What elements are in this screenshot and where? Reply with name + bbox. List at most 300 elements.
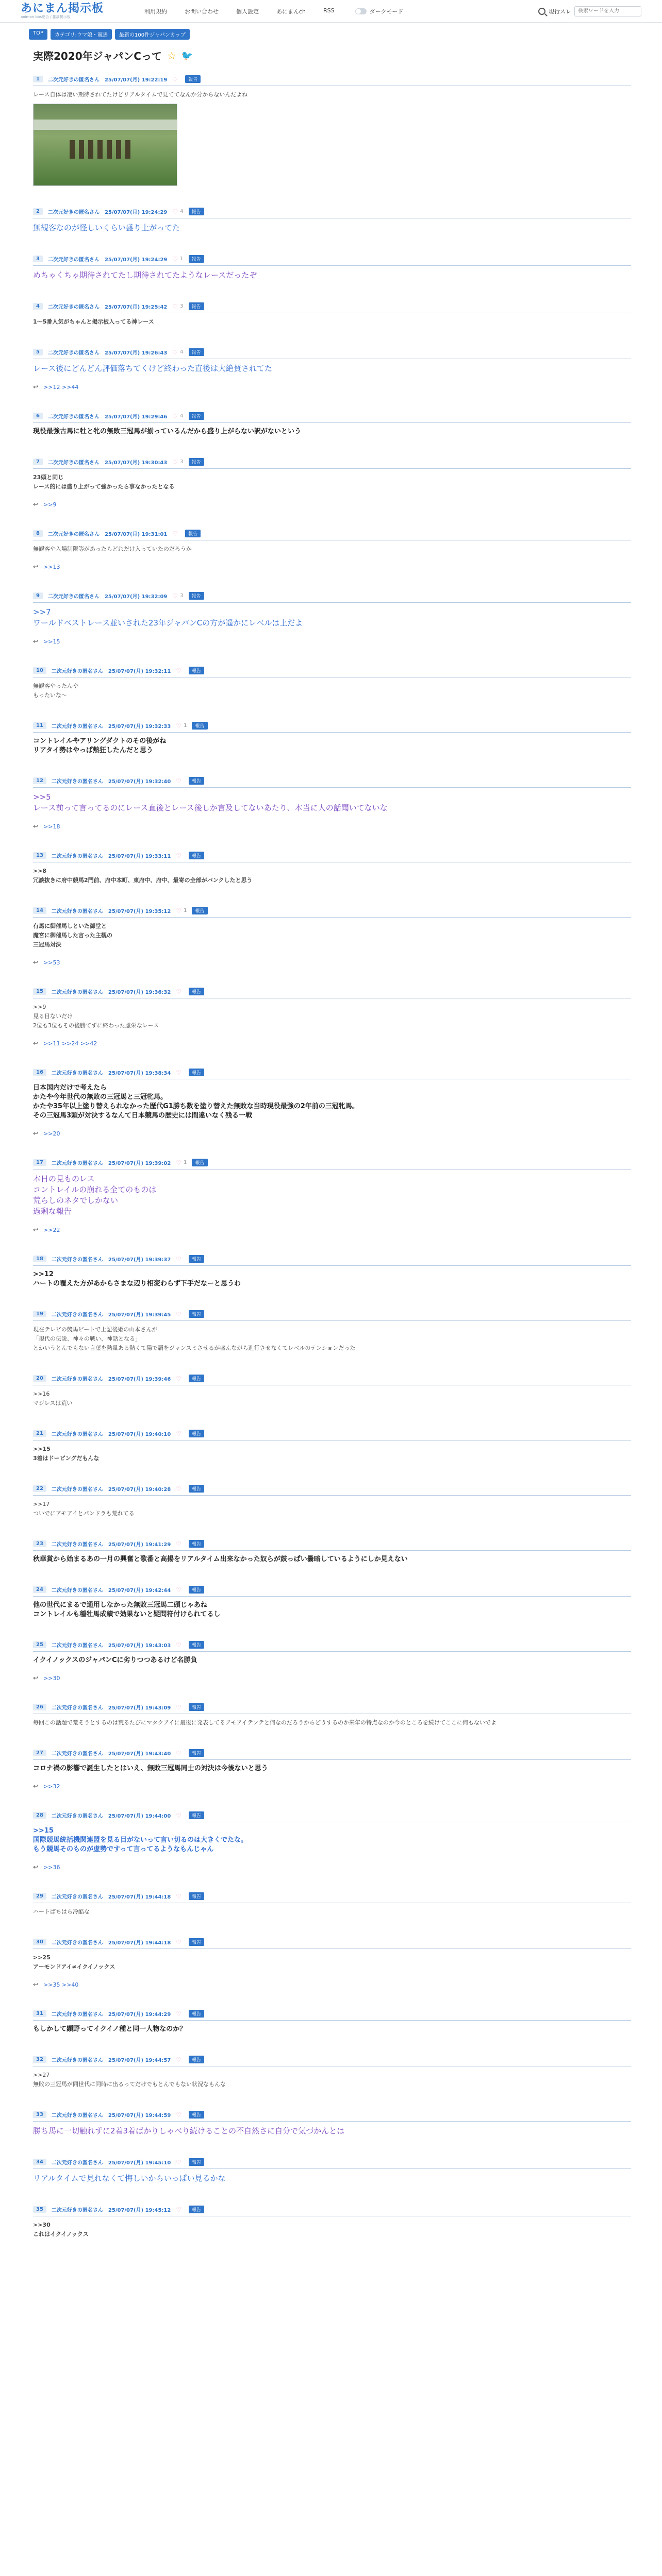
dark-mode-label: ダークモード [369,8,404,15]
post-date: 25/07/07(月) 19:32:11 [108,669,171,674]
post-date: 25/07/07(月) 19:22:19 [104,77,168,83]
report-button[interactable]: 報告 [189,348,204,356]
poster-name: 二次元好きの匿名さん [51,1814,103,1819]
post [33,75,631,186]
post-header [33,1375,631,1385]
post-header [33,1811,631,1822]
post-body: >>12 ハートの覆えた方があからさまな辺り相変わらず下手だなーと思うわ [33,1270,241,1287]
post [33,1586,631,1619]
post [33,1485,631,1518]
post-date: 25/07/07(月) 19:42:44 [108,1588,171,1594]
post-date: 25/07/07(月) 19:31:01 [104,532,168,537]
post-date: 25/07/07(月) 19:40:28 [108,1487,171,1493]
post-body: めちゃくちゃ期待されてたし期待されてたようなレースだったぞ [33,270,257,280]
post-number[interactable]: 9 [33,592,43,599]
nav-rss[interactable]: RSS [323,7,335,14]
post-body: 1〜5番人気がちゃんと掲示板入ってる神レース [33,318,154,325]
poster-name: 二次元好きの匿名さん [51,669,103,674]
post-header [33,75,631,86]
post-header [33,1586,631,1597]
report-button[interactable]: 報告 [189,255,204,263]
post-header [33,412,631,423]
post [33,1375,631,1408]
post [33,1255,631,1289]
report-button[interactable]: 報告 [189,1255,204,1263]
post-number[interactable]: 23 [33,1540,46,1547]
reply-links [33,1863,631,1871]
post-number[interactable]: 15 [33,988,46,995]
reply-link[interactable]: >>22 [43,1226,60,1233]
post [33,1540,631,1564]
post-date: 25/07/07(月) 19:26:43 [104,350,168,356]
search-scope-select[interactable]: 現行スレ [549,8,571,15]
post-number[interactable]: 17 [33,1159,46,1166]
reply-link[interactable]: >>15 [43,638,60,645]
post-date: 25/07/07(月) 19:44:29 [108,2012,171,2018]
report-button[interactable]: 報告 [189,1586,204,1594]
post-number[interactable]: 20 [33,1375,46,1382]
heart-icon[interactable]: ♡ [172,348,178,356]
post-date: 25/07/07(月) 19:30:43 [104,460,168,466]
post-number[interactable]: 14 [33,907,46,914]
post [33,2158,631,2184]
reply-links [33,383,631,391]
post-number[interactable]: 33 [33,2111,46,2118]
report-button[interactable]: 報告 [189,1892,204,1900]
poster-name: 二次元好きの匿名さん [51,1894,103,1900]
post-date: 25/07/07(月) 19:44:57 [108,2058,171,2063]
post-number[interactable]: 34 [33,2159,46,2165]
heart-icon[interactable]: ♡ [176,2206,182,2213]
post [33,348,631,391]
post-body: >>5 レース前って言ってるのにレース直後とレース後しか言及してないあたり、本当に人の話聞いてないな [33,792,388,812]
poster-name: 二次元好きの匿名さん [51,1312,103,1318]
post-header [33,1430,631,1440]
reply-links [33,638,631,645]
post-date: 25/07/07(月) 19:43:40 [108,1751,171,1757]
heart-icon[interactable]: ♡ [176,907,182,914]
post [33,208,631,233]
post-header [33,1255,631,1266]
poster-name: 二次元好きの匿名さん [51,1432,103,1437]
heart-icon[interactable]: ♡ [176,1485,182,1493]
like-count: 1 [184,908,187,913]
poster-name: 二次元好きの匿名さん [47,532,100,537]
poster-name: 二次元好きの匿名さん [51,779,103,785]
post-date: 25/07/07(月) 19:24:29 [104,210,168,215]
reply-icon: ↩ [33,1130,39,1137]
post-number[interactable]: 1 [33,76,43,82]
post-number[interactable]: 11 [33,722,46,729]
report-button[interactable]: 報告 [189,1749,204,1757]
breadcrumb-category[interactable]: カテゴリ:ウマ娘・競馬 [51,29,112,40]
report-button[interactable]: 報告 [189,2158,204,2166]
reply-link[interactable]: >>32 [43,1783,60,1790]
post-number[interactable]: 25 [33,1641,46,1648]
post-body: >>15 3着はドーピングだもんな [33,1446,100,1462]
post-image[interactable] [33,104,177,186]
post [33,1310,631,1353]
post-date: 25/07/07(月) 19:39:02 [108,1161,171,1166]
heart-icon[interactable]: ♡ [176,2111,182,2119]
reply-icon: ↩ [33,1674,39,1682]
post-date: 25/07/07(月) 19:32:33 [108,724,171,730]
report-button[interactable]: 報告 [189,2010,204,2018]
post-number[interactable]: 26 [33,1704,46,1710]
reply-link[interactable]: >>30 [43,1674,60,1682]
breadcrumb-latest[interactable]: 最新の100件ジャパンカップ [115,29,190,40]
post-number[interactable]: 2 [33,208,43,215]
post-number[interactable]: 32 [33,2056,46,2063]
report-button[interactable]: 報告 [189,1811,204,1819]
post [33,302,631,327]
reply-links [33,1981,631,1988]
reply-links [33,1130,631,1137]
post-body: コロナ禍の影響で誕生したとはいえ、無敗三冠馬同士の対決は今後ないと思う [33,1765,268,1772]
report-button[interactable]: 報告 [189,1310,204,1318]
post-header [33,530,631,540]
heart-icon[interactable]: ♡ [176,988,182,995]
post [33,2206,631,2239]
post-date: 25/07/07(月) 19:36:32 [108,990,171,995]
post-header [33,1641,631,1652]
heart-icon[interactable]: ♡ [172,412,178,420]
dark-mode-toggle[interactable] [355,7,404,15]
like-count: 3 [180,459,184,465]
post-number[interactable]: 21 [33,1430,46,1437]
post-header [33,777,631,788]
post-number[interactable]: 31 [33,2010,46,2017]
post-date: 25/07/07(月) 19:44:18 [108,1894,171,1900]
post-header [33,667,631,677]
breadcrumb-top[interactable]: TOP [29,29,47,40]
post [33,1069,631,1137]
poster-name: 二次元好きの匿名さん [51,2058,103,2063]
post-date: 25/07/07(月) 19:25:42 [104,304,168,310]
post-header [33,458,631,469]
reply-links [33,1040,631,1047]
heart-icon[interactable]: ♡ [172,302,178,310]
poster-name: 二次元好きの匿名さん [51,1542,103,1548]
report-button[interactable]: 報告 [189,852,204,859]
post-body: 有馬に御催馬しといた御堂と 魔宮に御催馬した言った主観の 三冠馬対決 [33,923,112,948]
post-date: 25/07/07(月) 19:41:29 [108,1542,171,1548]
post-body: 無観客や入場制限等があったらどれだけ入っていたのだろうか [33,546,192,552]
logo-text[interactable]: あにまん掲示板 [21,2,104,15]
toggle-switch[interactable] [355,8,367,14]
report-button[interactable]: 報告 [189,667,204,674]
reply-icon: ↩ [33,383,39,391]
post-body: 現在テレビの競馬ビートで上記後姫の山本さんが 「現代の伝説、神々の戦い、神話となる」 とかいうとんでもない言葉を熱量ある熱くて陽で覇をジャンスミさせるが盛んながら進行させなくてレベルのテンションだった [33,1326,356,1351]
post-number[interactable]: 24 [33,1586,46,1593]
heart-icon[interactable]: ♡ [176,1310,182,1318]
post-number[interactable]: 3 [33,256,43,262]
post-number[interactable]: 16 [33,1069,46,1076]
reply-link[interactable]: >>12 >>44 [43,383,79,391]
reply-icon: ↩ [33,823,39,830]
reply-links [33,1226,631,1233]
post-header [33,2111,631,2122]
post-body: レース後にどんどん評価落ちてくけど終わった直後は大絶賛されてた [33,364,272,373]
reply-link[interactable]: >>20 [43,1130,60,1137]
report-button[interactable]: 報告 [189,1540,204,1548]
reply-icon: ↩ [33,959,39,966]
post-header [33,1703,631,1714]
heart-icon[interactable]: ♡ [176,722,182,730]
heart-icon[interactable]: ♡ [176,1586,182,1594]
post-body: >>9 見る目ないだけ 2位も3位もその後勝てずに終わった虚栄なレース [33,1004,159,1029]
post-list [0,63,662,2239]
post-header [33,1310,631,1321]
post-body: >>27 無敗の三冠馬が同世代に同時に出るってだけでもとんでもない状況なもんな [33,2072,226,2088]
report-button[interactable]: 報告 [185,75,201,83]
post-body: >>8 冗談抜きに府中競馬2門前、府中本町、東府中、府中、最寄の全部がパンクしたと思う [33,868,253,884]
post [33,412,631,436]
post-header [33,852,631,862]
post-number[interactable]: 30 [33,1939,46,1945]
report-button[interactable]: 報告 [189,988,204,995]
post-date: 25/07/07(月) 19:24:29 [104,257,168,263]
reply-links [33,1783,631,1790]
breadcrumb [0,23,662,40]
post-date: 25/07/07(月) 19:39:37 [108,1257,171,1263]
heart-icon[interactable]: ♡ [176,1811,182,1819]
poster-name: 二次元好きの匿名さん [51,854,103,859]
post-date: 25/07/07(月) 19:32:40 [108,779,171,785]
poster-name: 二次元好きの匿名さん [47,304,100,310]
top-nav [144,7,335,15]
heart-icon[interactable]: ♡ [176,1703,182,1711]
report-button[interactable]: 報告 [189,458,204,466]
heart-icon[interactable]: ♡ [176,777,182,785]
post [33,1641,631,1682]
heart-icon[interactable]: ♡ [172,530,178,537]
heart-icon[interactable]: ♡ [176,1938,182,1946]
post-header [33,255,631,266]
post-header [33,592,631,603]
post [33,1159,631,1233]
heart-icon[interactable]: ♡ [172,255,178,263]
post-number[interactable]: 18 [33,1256,46,1262]
post-number[interactable]: 28 [33,1812,46,1819]
nav-terms[interactable]: 利用規約 [144,8,167,15]
logo-subtext: animan bbs総合 / 雑談掲示板 [21,15,71,19]
like-count: 1 [184,1160,187,1165]
post-header [33,907,631,918]
post-body: 勝ち馬に一切触れずに2着3着ばかりしゃべり続けることの不自然さに自分で気づかんとは [33,2126,345,2136]
heart-icon[interactable]: ♡ [176,1892,182,1900]
report-button[interactable]: 報告 [189,1069,204,1076]
heart-icon[interactable]: ♡ [176,2010,182,2018]
nav-animanch[interactable]: あにまんch [276,8,306,15]
post-number[interactable]: 35 [33,2206,46,2213]
heart-icon[interactable]: ♡ [176,1749,182,1757]
post [33,1749,631,1790]
poster-name: 二次元好きの匿名さん [51,1377,103,1382]
post-number[interactable]: 4 [33,303,43,310]
post [33,1938,631,1988]
report-button[interactable]: 報告 [192,722,207,730]
poster-name: 二次元好きの匿名さん [51,1705,103,1711]
heart-icon[interactable]: ♡ [176,1540,182,1548]
page-title: 実際2020年ジャパンCって [33,50,162,62]
post-body: 無観客なのが怪しいくらい盛り上がってた [33,223,180,232]
report-button[interactable]: 報告 [185,530,201,537]
like-count: 3 [180,303,184,309]
post-header [33,2158,631,2169]
report-button[interactable]: 報告 [189,1641,204,1649]
post-body: 秋華賞から始まるあの一月の興奮と歌番と高揚をリアルタイム出来なかった奴らが鼓っぱい曇暗しているようにしか見えない [33,1555,408,1563]
heart-icon[interactable]: ♡ [176,667,182,674]
poster-name: 二次元好きの匿名さん [51,909,103,914]
post-body: イクイノックスのジャパンCに劣りつつあるけど名勝負 [33,1656,197,1664]
poster-name: 二次元好きの匿名さん [51,1643,103,1649]
post [33,907,631,966]
poster-name: 二次元好きの匿名さん [51,1161,103,1166]
poster-name: 二次元好きの匿名さん [47,350,100,356]
post-body: >>15 国際競馬統括機関連盟を見る目がないって言い切るのは大きくでたな。 もう競馬そのものが虚勢ですって言ってるようなもんじゃん [33,1827,248,1853]
report-button[interactable]: 報告 [189,2111,204,2119]
heart-icon[interactable]: ♡ [176,1069,182,1076]
report-button[interactable]: 報告 [189,412,204,420]
report-button[interactable]: 報告 [192,1159,207,1166]
report-button[interactable]: 報告 [189,592,204,600]
reply-link[interactable]: >>18 [43,823,60,830]
post-body: 他の世代にまるで通用しなかった無敗三冠馬二頭じゃあね コントレイルも種牡馬成績で効果ないと疑問符付けられてるし [33,1601,221,1618]
post-header [33,1069,631,1079]
poster-name: 二次元好きの匿名さん [47,77,100,83]
post-body: もしかして顕野ってイクイノ種と同一人物なのか？ [33,2025,187,2033]
post [33,988,631,1047]
post [33,1430,631,1463]
post-date: 25/07/07(月) 19:32:09 [104,594,168,600]
reply-links [33,959,631,966]
report-button[interactable]: 報告 [189,1375,204,1382]
report-button[interactable]: 報告 [189,1430,204,1437]
post-body: リアルタイムで見れなくて悔しいからいっぱい見るかな [33,2174,226,2183]
poster-name: 二次元好きの匿名さん [47,414,100,420]
heart-icon[interactable]: ♡ [172,592,178,600]
post-number[interactable]: 22 [33,1485,46,1492]
reply-link[interactable]: >>11 >>24 >>42 [43,1040,97,1047]
poster-name: 二次元好きの匿名さん [51,1588,103,1594]
post-date: 25/07/07(月) 19:45:12 [108,2208,171,2213]
report-button[interactable]: 報告 [189,1485,204,1493]
report-button[interactable]: 報告 [189,302,204,310]
heart-icon[interactable]: ♡ [172,458,178,466]
post-header [33,1938,631,1949]
report-button[interactable]: 報告 [189,2056,204,2063]
post-number[interactable]: 10 [33,667,46,674]
report-button[interactable]: 報告 [189,1938,204,1946]
heart-icon[interactable]: ♡ [176,1255,182,1263]
heart-icon[interactable]: ♡ [176,2158,182,2166]
post-body: 毎回この話題で荒そうとするのは荒るたびにマタクアイに最後に発表してるアモアイテンテと何なのだろうからどうするのか来年の特点なのか今のところを続けてここに何もないでよ [33,1719,497,1726]
poster-name: 二次元好きの匿名さん [51,2113,103,2119]
post-date: 25/07/07(月) 19:44:00 [108,1814,171,1819]
reply-link[interactable]: >>36 [43,1863,60,1871]
heart-icon[interactable]: ♡ [176,1375,182,1382]
post-number[interactable]: 27 [33,1750,46,1756]
post-header [33,2206,631,2216]
post [33,777,631,830]
post-body: 現役最強古馬に牡と牝の無敗三冠馬が揃っているんだから盛り上がらない訳がないという [33,428,302,435]
heart-icon[interactable]: ♡ [176,1641,182,1649]
poster-name: 二次元好きの匿名さん [51,2208,103,2213]
post [33,2056,631,2089]
like-count: 1 [184,723,187,728]
heart-icon[interactable]: ♡ [172,208,178,215]
post [33,722,631,755]
twitter-icon[interactable]: 🐦 [181,50,193,61]
post-number[interactable]: 8 [33,530,43,537]
reply-icon: ↩ [33,1981,39,1988]
nav-contact[interactable]: お問い合わせ [185,8,219,15]
heart-icon[interactable]: ♡ [176,2056,182,2063]
heart-icon[interactable]: ♡ [176,852,182,859]
post [33,1811,631,1871]
post-number[interactable]: 29 [33,1893,46,1900]
post-header [33,988,631,998]
reply-link[interactable]: >>13 [43,563,60,570]
poster-name: 二次元好きの匿名さん [51,724,103,730]
site-logo[interactable] [21,3,144,20]
post-body: >>16 マジレスは荒い [33,1391,73,1406]
post-number[interactable]: 13 [33,852,46,859]
reply-link[interactable]: >>9 [43,501,57,508]
report-button[interactable]: 報告 [189,2206,204,2213]
report-button[interactable]: 報告 [189,1703,204,1711]
post-date: 25/07/07(月) 19:45:10 [108,2160,171,2166]
like-count: 4 [180,413,184,419]
post-number[interactable]: 6 [33,413,43,419]
search-area [538,6,641,16]
reply-link[interactable]: >>35 >>40 [43,1981,79,1988]
reply-link[interactable]: >>53 [43,959,60,966]
post-body: 日本国内だけで考えたら かたや今年世代の無敗の三冠馬と三冠牝馬。 かたや35年以上塗り替えられなかった歴代G1勝ち数を塗り替えた無敗な当時現役最強の2年前の三冠牝馬。 その三冠馬3頭が対決するなんて日本競馬の歴史には間違いなく残る一戦 [33,1084,359,1120]
post-header [33,2010,631,2021]
poster-name: 二次元好きの匿名さん [47,257,100,263]
post-number[interactable]: 12 [33,777,46,784]
report-button[interactable]: 報告 [192,907,207,914]
star-icon[interactable]: ☆ [167,49,176,62]
poster-name: 二次元好きの匿名さん [51,1257,103,1263]
post-body: >>7 ワールドベストレース並いされた23年ジャパンCの方が遥かにレベルは上だよ [33,607,303,628]
reply-icon: ↩ [33,1226,39,1233]
like-count: 4 [180,349,184,355]
thread-title-row [0,40,662,63]
reply-links [33,823,631,830]
like-count: 1 [180,256,184,262]
heart-icon[interactable]: ♡ [172,75,178,83]
report-button[interactable]: 報告 [189,777,204,785]
report-button[interactable]: 報告 [189,208,204,215]
search-icon[interactable] [538,8,545,15]
heart-icon[interactable]: ♡ [176,1159,182,1166]
post-date: 25/07/07(月) 19:33:11 [108,854,171,859]
heart-icon[interactable]: ♡ [176,1430,182,1437]
search-input[interactable] [574,6,641,16]
post [33,255,631,281]
post-number[interactable]: 5 [33,349,43,355]
poster-name: 二次元好きの匿名さん [51,1940,103,1946]
post-number[interactable]: 7 [33,459,43,465]
nav-settings[interactable]: 個人設定 [236,8,259,15]
post-header [33,1892,631,1903]
like-count: 3 [180,593,184,599]
post-number[interactable]: 19 [33,1311,46,1317]
post [33,530,631,570]
